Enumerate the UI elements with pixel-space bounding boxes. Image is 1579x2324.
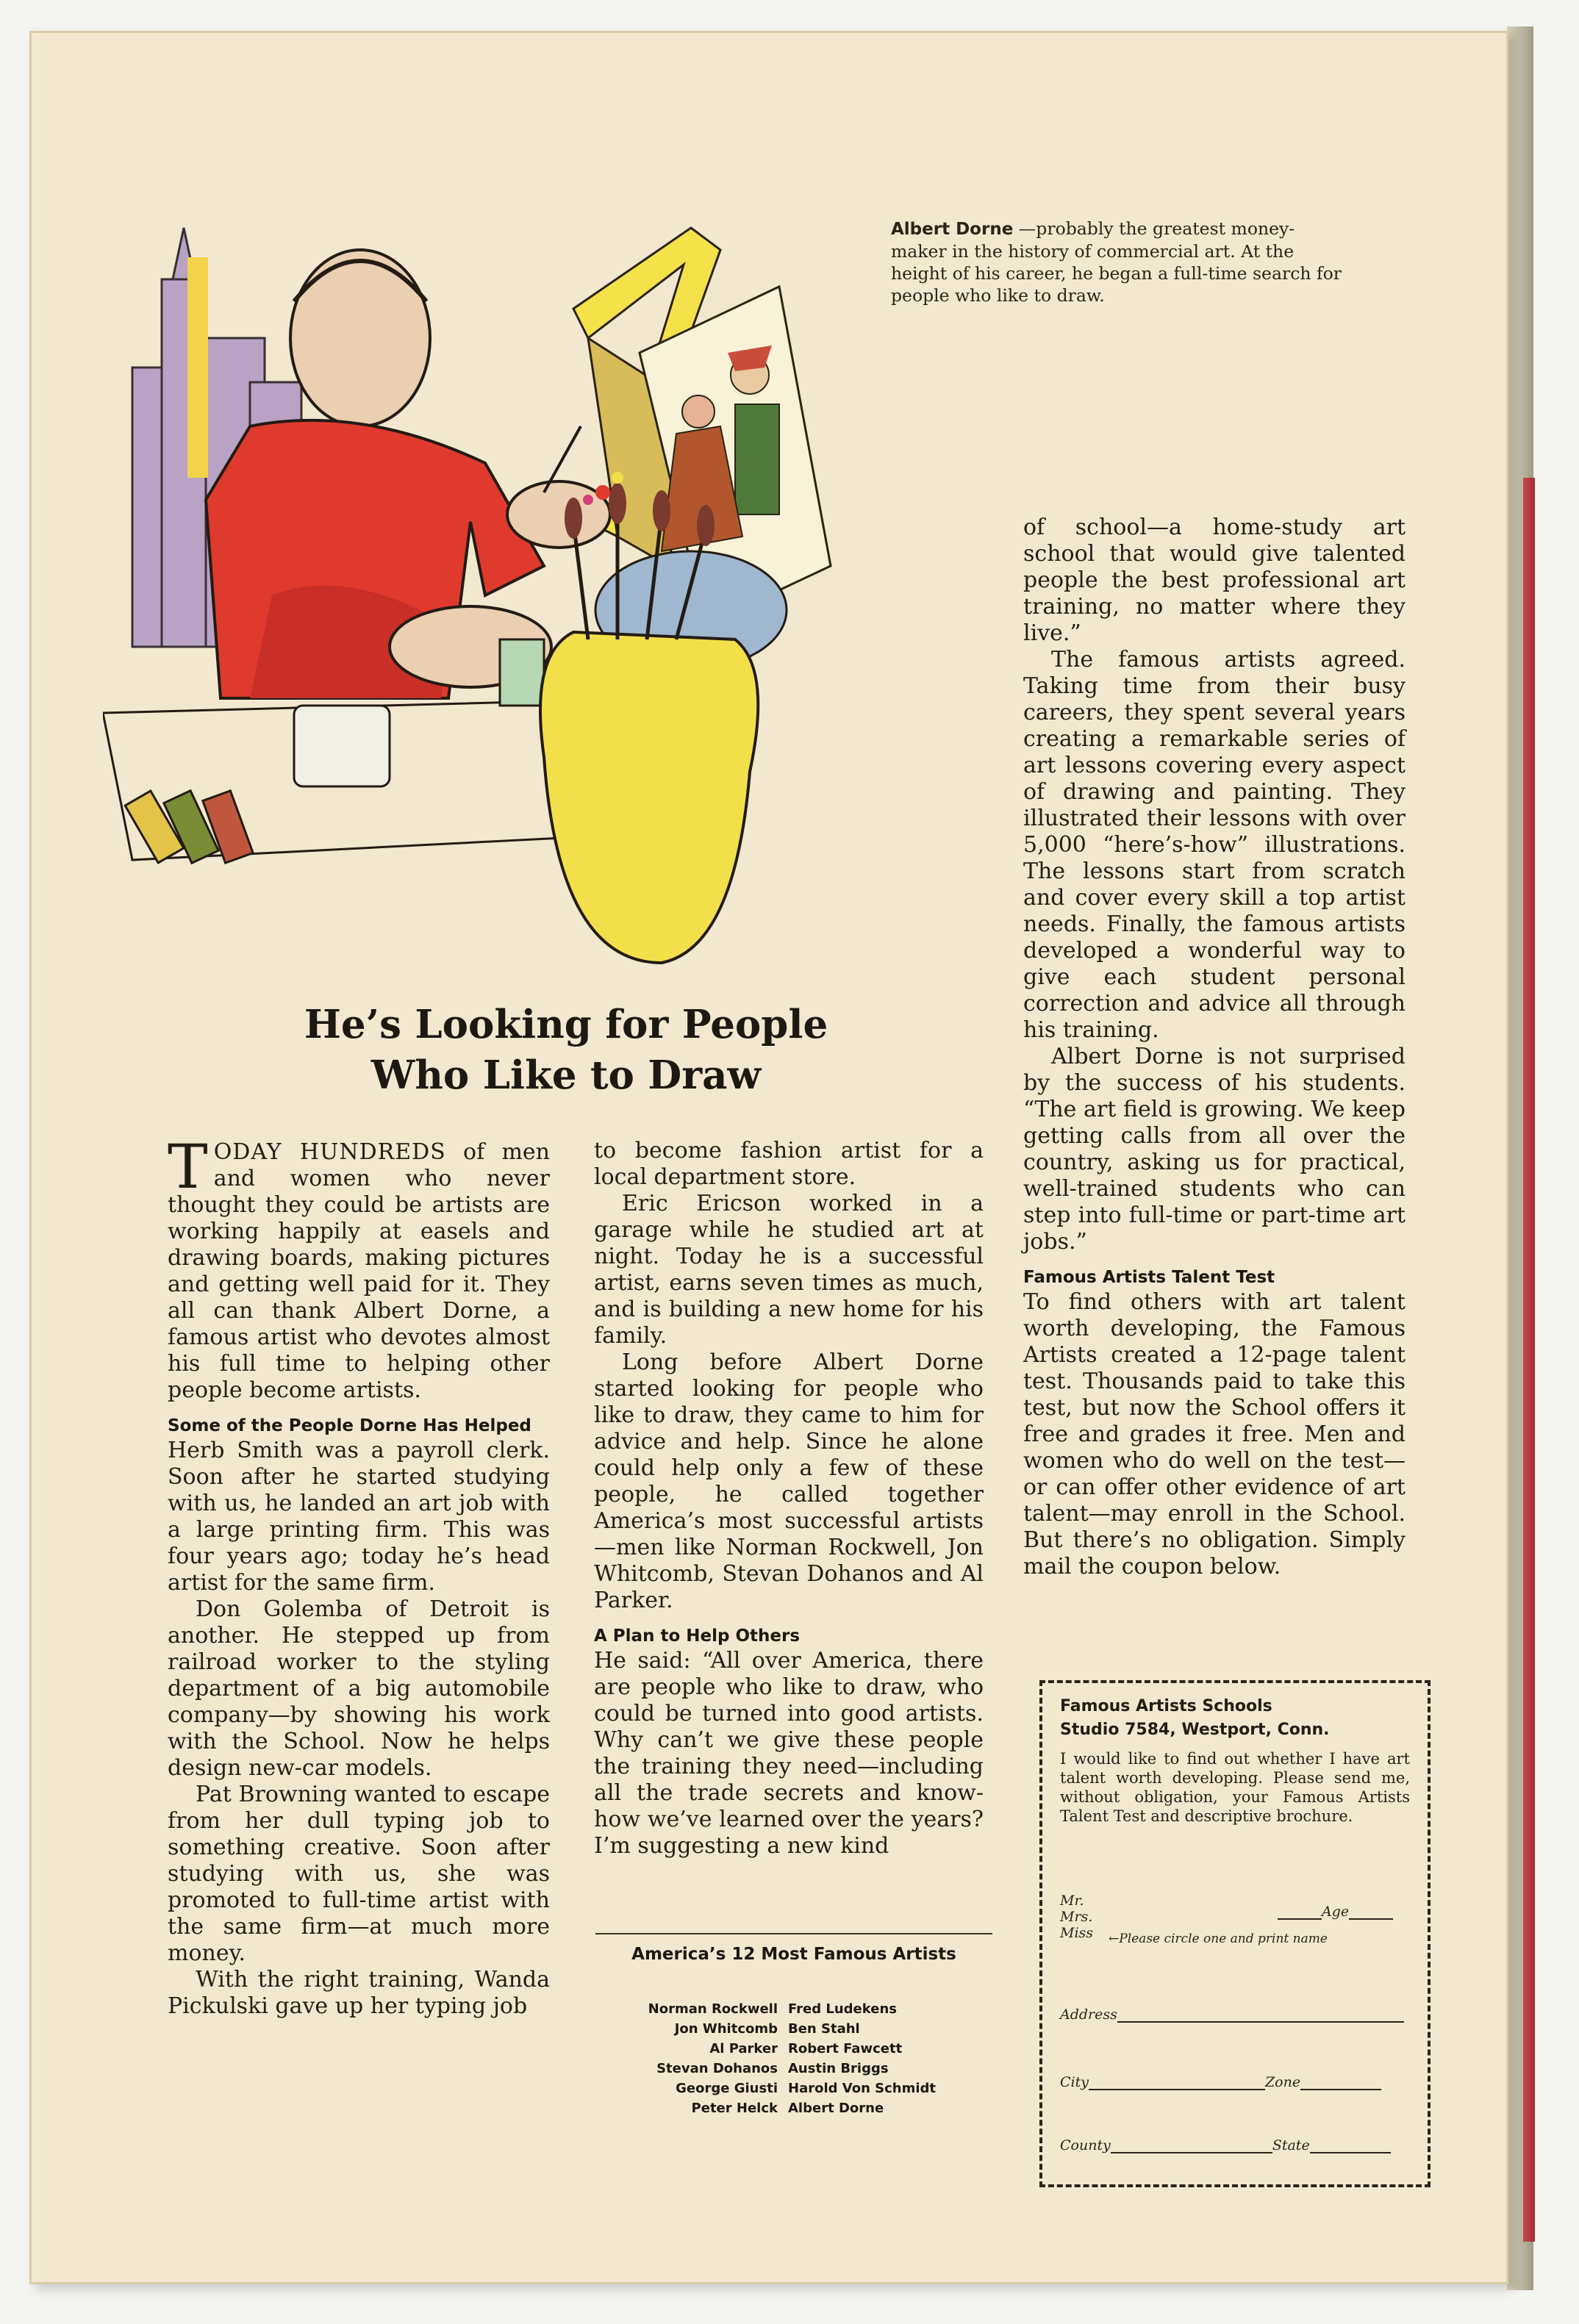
intro-smallcaps: ODAY HUNDREDS xyxy=(213,1139,446,1165)
col1-intro xyxy=(168,1133,550,1404)
yellow-tower xyxy=(187,257,208,478)
age-field[interactable]: Age xyxy=(1278,1904,1393,1920)
col1-paragraph-5: With the right training, Wanda Pickulski gave up her typing job xyxy=(168,1967,550,2019)
column-3 xyxy=(1023,514,1406,1580)
coupon-school-name: Famous Artists Schools xyxy=(1060,1697,1272,1715)
col3-paragraph-2: The famous artists agreed. Taking time from their busy careers, they spent several years creating a remarkable series of art lessons covering every aspect of drawing and painting. They illustrated their lessons with over 5,000 “here’s-how” illustrations. The lessons start from scratch and cover every skill a top artist needs. Finally, the famous artists developed a wonderful way to give each student personal correction and advice all through his training. xyxy=(1023,647,1406,1043)
col1-paragraph-4: Pat Browning wanted to escape from her dull typing job to something creative. Soon after studying with us, she was promoted to full-time artist with the same firm—at much more money. xyxy=(168,1782,550,1966)
col2-paragraph-2: Eric Ericson worked in a garage while he studied art at night. Today he is a successful artist, earns seven times as much, and is building a new home for his family. xyxy=(594,1191,984,1349)
caption-text: —probably the greatest money-maker in the history of commercial art. At the height of his career, he began a full-time search for people who like to draw. xyxy=(891,218,1342,306)
artist-name: Peter Helck xyxy=(691,2101,778,2116)
spine-red-edge xyxy=(1523,478,1535,2242)
circle-note: ←Please circle one and print name xyxy=(1109,1932,1328,1946)
col3-paragraph-4: To find others with art talent worth developing, the Famous Artists created a 12-page talent test. Thousands paid to take this test, but now the School offers it free and grades it free. Men and women who do well on the test—or can offer other evidence of art talent—may enroll in the School. But there’s no obligation. Simply mail the coupon below. xyxy=(1023,1289,1406,1579)
col3-paragraph-1: of school—a home-study art school that would give talented people the best professional art training, no matter where they live.” xyxy=(1023,514,1406,646)
col1-paragraph-1: of men and women who never thought they could be artists are working happily at easels and drawing boards, making pictures and getting well paid for it. They all can thank Albert Dorne, a famous artist who devotes almost his full time to helping other people become artists. xyxy=(168,1139,550,1403)
artist-name: George Giusti xyxy=(676,2081,778,2096)
col2-paragraph-3: Long before Albert Dorne started looking for people who like to draw, they came to him for advice and help. Since he alone could help only a few of these people, he called together America’s most successful artists—men like Norman Rockwell, Jon Whitcomb, Stevan Dohanos and Al Parker. xyxy=(594,1349,984,1613)
col2-paragraph-1: to become fashion artist for a local department store. xyxy=(594,1138,984,1190)
column-1 xyxy=(168,1133,550,2020)
illustration-caption xyxy=(891,218,1347,306)
county-line xyxy=(1111,2139,1272,2153)
county-state-field[interactable]: County State xyxy=(1060,2137,1391,2153)
artist-name: Ben Stahl xyxy=(788,2021,860,2037)
title-mr[interactable]: Mr. xyxy=(1060,1893,1084,1909)
coupon-body: I would like to find out whether I have art talent worth developing. Please send me, without obligation, your Famous Artists Talent Test and descriptive brochure. xyxy=(1060,1750,1410,1825)
brush-pot xyxy=(540,632,758,963)
column-2 xyxy=(594,1138,984,1859)
order-coupon[interactable] xyxy=(1039,1680,1431,2187)
artist-row xyxy=(590,2039,1001,2059)
headline-line1: He’s Looking for People xyxy=(304,1002,828,1047)
city-zone-field[interactable]: City Zone xyxy=(1060,2074,1381,2090)
artists-list xyxy=(590,1999,1001,2118)
headline-line2: Who Like to Draw xyxy=(370,1052,762,1098)
state-line xyxy=(1310,2139,1391,2153)
artist-row xyxy=(590,1999,1001,2019)
artist-row xyxy=(590,2098,1001,2118)
artist-illustration xyxy=(103,184,1000,970)
subhead-people-helped: Some of the People Dorne Has Helped xyxy=(168,1416,531,1435)
man-figure xyxy=(206,250,610,698)
artist-name: Al Parker xyxy=(709,2041,778,2056)
paint-jar xyxy=(294,706,390,786)
drop-cap: T xyxy=(168,1133,208,1202)
artist-name: Fred Ludekens xyxy=(788,2001,897,2017)
artist-row xyxy=(590,2059,1001,2079)
artist-name: Stevan Dohanos xyxy=(656,2061,778,2076)
artist-row xyxy=(590,2019,1001,2039)
artist-name: Albert Dorne xyxy=(788,2101,884,2116)
artist-name: Robert Fawcett xyxy=(788,2041,903,2056)
caption-name: Albert Dorne xyxy=(891,220,1014,239)
artists-list-title: America’s 12 Most Famous Artists xyxy=(595,1933,992,1966)
address-line xyxy=(1117,2008,1404,2023)
coupon-studio-address: Studio 7584, Westport, Conn. xyxy=(1060,1721,1330,1739)
address-field[interactable]: Address xyxy=(1060,2006,1404,2023)
artist-name: Austin Briggs xyxy=(788,2061,889,2076)
headline xyxy=(221,1000,912,1101)
artist-row xyxy=(590,2079,1001,2098)
title-options[interactable] xyxy=(1060,1893,1093,1941)
col3-paragraph-3: Albert Dorne is not surprised by the success of his students. “The art field is growing. We keep getting calls from all over the country, asking us for practical, well-trained students who can step into full-time or part-time art jobs.” xyxy=(1023,1044,1406,1255)
title-mrs[interactable]: Mrs. xyxy=(1060,1909,1093,1925)
city-line xyxy=(1089,2076,1265,2090)
artist-name: Jon Whitcomb xyxy=(674,2021,778,2037)
zone-line xyxy=(1300,2076,1381,2090)
col1-paragraph-2: Herb Smith was a payroll clerk. Soon after he started studying with us, he landed an art job with a large printing firm. This was four years ago; today he’s head artist for the same firm. xyxy=(168,1438,550,1596)
title-miss[interactable]: Miss xyxy=(1060,1925,1094,1941)
artist-name: Norman Rockwell xyxy=(648,2001,778,2017)
age-line xyxy=(1278,1905,1322,1920)
subhead-plan: A Plan to Help Others xyxy=(594,1627,801,1646)
arrow-left-icon: ← xyxy=(1109,1932,1120,1946)
artist-name: Harold Von Schmidt xyxy=(788,2081,937,2096)
col2-paragraph-4: He said: “All over America, there are people who like to draw, who could be turned into good artists. Why can’t we give these people the training they need—including all the trade secrets and know-how we’ve learned over the years? I’m suggesting a new kind xyxy=(594,1648,984,1859)
col1-paragraph-3: Don Golemba of Detroit is another. He stepped up from railroad worker to the styling department of a big automobile company—by showing his work with the School. Now he helps design new-car models. xyxy=(168,1596,550,1781)
subhead-talent-test: Famous Artists Talent Test xyxy=(1023,1268,1275,1287)
